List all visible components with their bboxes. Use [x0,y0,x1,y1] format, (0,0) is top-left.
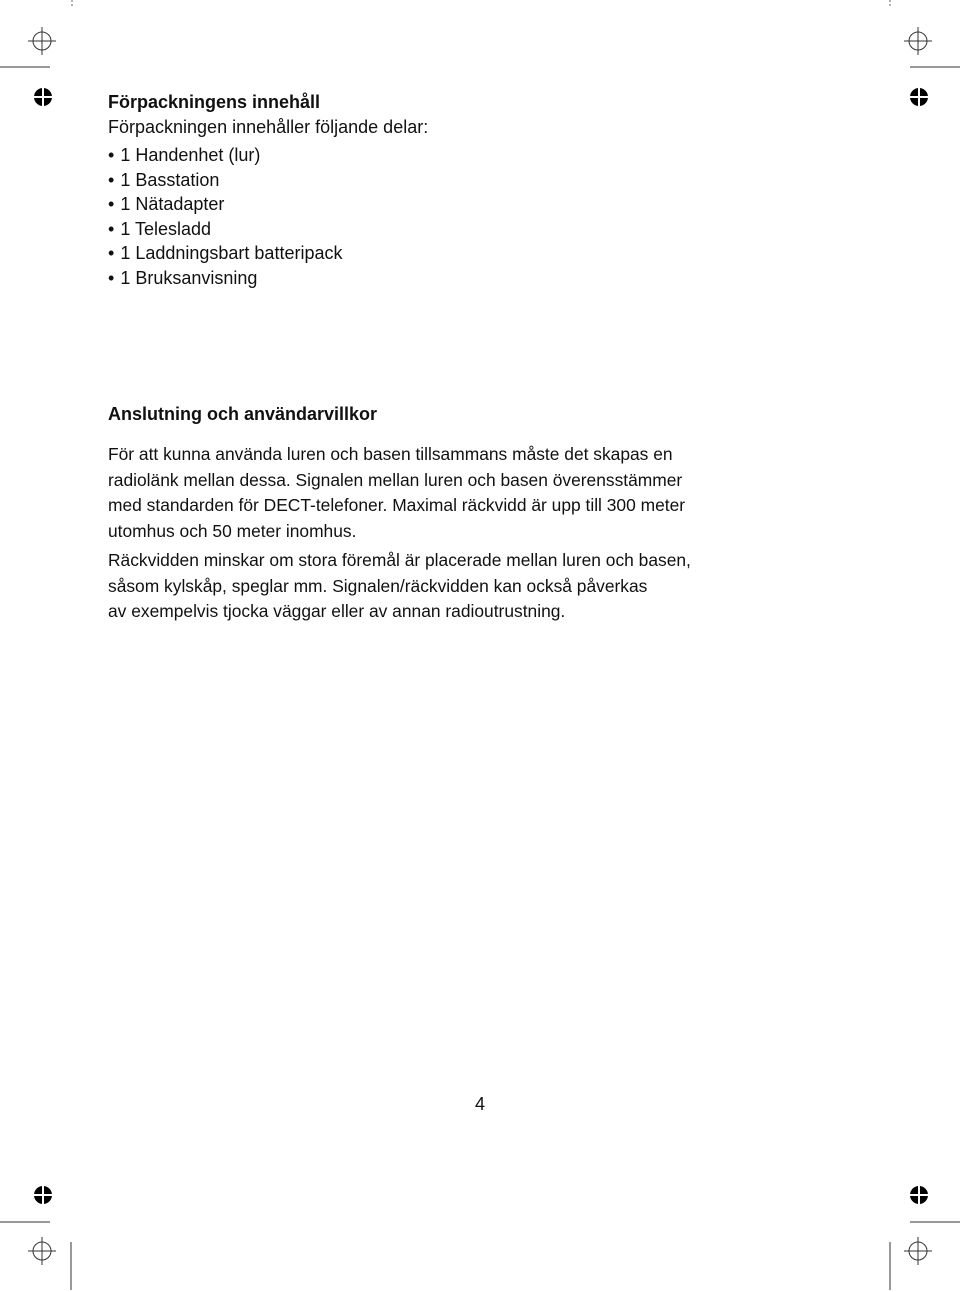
paragraph-line: såsom kylskåp, speglar mm. Signalen/räckvidden kan också påverkas [108,575,648,596]
paragraph-range-reduction [108,548,691,625]
paragraph-line: Räckvidden minskar om stora föremål är placerade mellan luren och basen, [108,550,691,570]
page-number: 4 [474,1094,485,1114]
package-contents-list [108,143,342,290]
paragraph-line: med standarden för DECT-telefoner. Maximal räckvidd är upp till 300 meter [108,495,686,515]
crop-mark-top-left [0,0,80,80]
section-heading-connection-terms: Anslutning och användarvillkor [108,404,378,424]
list-item: • 1 Laddningsbart batteripack [108,241,342,266]
crop-mark-bottom-left [0,1212,80,1292]
list-item: • 1 Basstation [108,168,342,193]
list-item: • 1 Telesladd [108,217,342,242]
registration-mark-top-left [32,86,54,108]
registration-mark-bottom-left [32,1184,54,1206]
paragraph-line: utomhus och 50 meter inomhus. [108,520,357,541]
paragraph-range [108,442,685,544]
registration-mark-bottom-right [908,1184,930,1206]
list-item: • 1 Bruksanvisning [108,266,342,291]
paragraph-line: För att kunna använda luren och basen tillsammans måste det skapas en [108,444,673,464]
list-item: • 1 Handenhet (lur) [108,143,342,168]
registration-mark-top-right [908,86,930,108]
paragraph-line: radiolänk mellan dessa. Signalen mellan luren och basen överensstämmer [108,469,683,490]
section-heading-package-contents: Förpackningens innehåll [108,92,321,112]
paragraph-line: av exempelvis tjocka väggar eller av annan radioutrustning. [108,601,566,621]
crop-mark-top-right [880,0,960,80]
crop-mark-bottom-right [880,1212,960,1292]
list-item: • 1 Nätadapter [108,192,342,217]
package-contents-intro: Förpackningen innehåller följande delar: [108,117,429,137]
